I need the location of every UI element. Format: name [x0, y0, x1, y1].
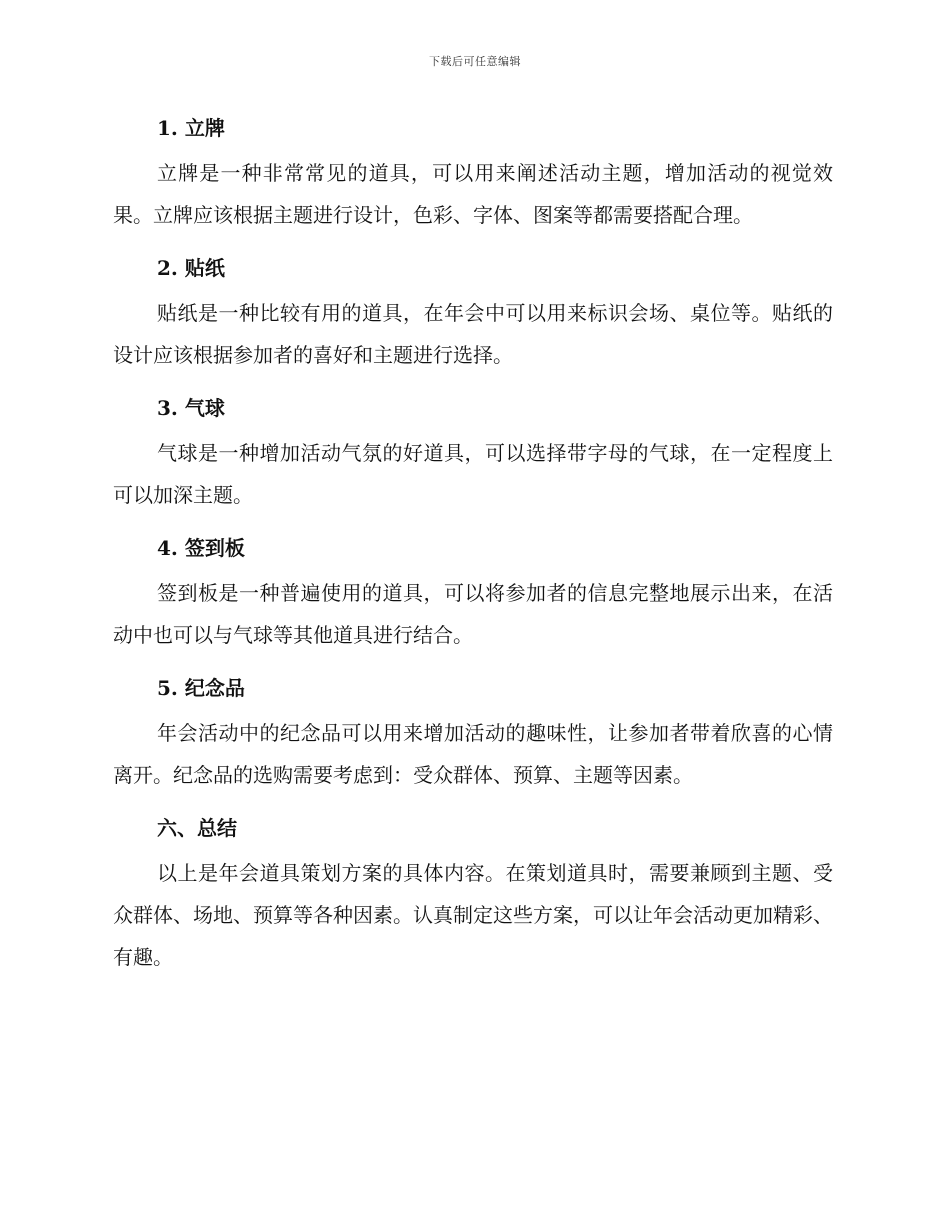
section-body-standee: 立牌是一种非常常见的道具，可以用来阐述活动主题，增加活动的视觉效果。立牌应该根据主题进行设计，色彩、字体、图案等都需要搭配合理。 [113, 161, 833, 227]
section-body-sign-in-board: 签到板是一种普遍使用的道具，可以将参加者的信息完整地展示出来，在活动中也可以与气球等其他道具进行结合。 [113, 581, 833, 647]
section-heading-standee: 1. 立牌 [157, 116, 225, 140]
section-heading-stickers: 2. 贴纸 [157, 256, 225, 280]
document-body [113, 112, 833, 994]
section-heading-souvenirs: 5. 纪念品 [157, 676, 245, 700]
section-heading-balloons: 3. 气球 [157, 396, 225, 420]
section-body-stickers: 贴纸是一种比较有用的道具，在年会中可以用来标识会场、桌位等。贴纸的设计应该根据参加者的喜好和主题进行选择。 [113, 301, 833, 367]
section-body-summary: 以上是年会道具策划方案的具体内容。在策划道具时，需要兼顾到主题、受众群体、场地、预算等各种因素。认真制定这些方案，可以让年会活动更加精彩、有趣。 [113, 861, 833, 969]
section-body-balloons: 气球是一种增加活动气氛的好道具，可以选择带字母的气球，在一定程度上可以加深主题。 [113, 441, 833, 507]
section-heading-sign-in-board: 4. 签到板 [157, 536, 245, 560]
section-body-souvenirs: 年会活动中的纪念品可以用来增加活动的趣味性，让参加者带着欣喜的心情离开。纪念品的选购需要考虑到：受众群体、预算、主题等因素。 [113, 721, 833, 787]
section-heading-summary: 六、总结 [157, 816, 237, 840]
page-header-note: 下载后可任意编辑 [429, 55, 521, 68]
